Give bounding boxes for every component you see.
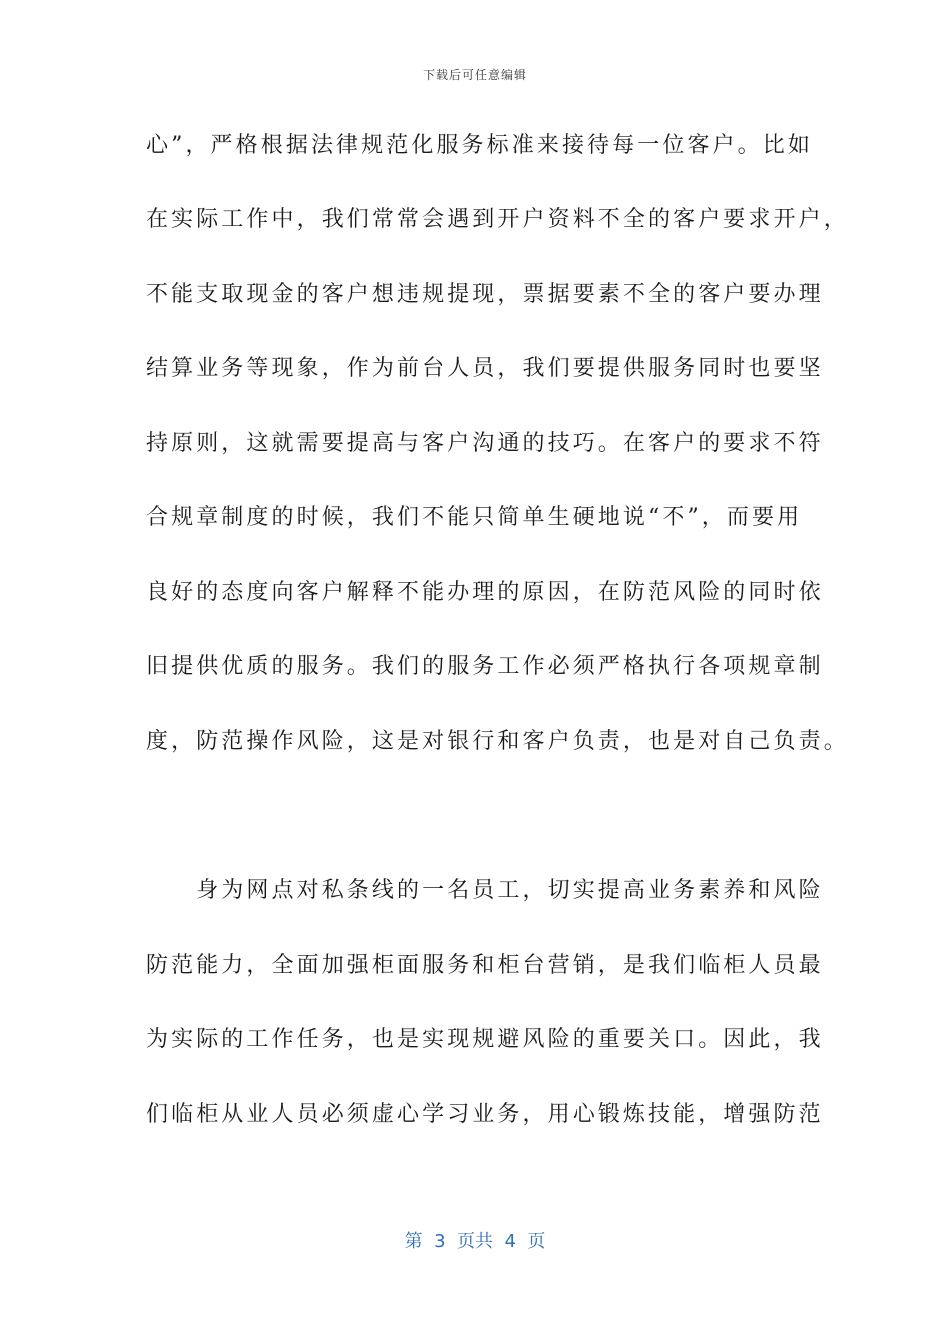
paragraph-1-line-8: 旧提供优质的服务。我们的服务工作必须严格执行各项规章制 xyxy=(146,654,824,679)
paragraph-1-line-7: 良好的态度向客户解释不能办理的原因，在防范风险的同时依 xyxy=(146,580,824,605)
paragraph-2-line-4: 们临柜从业人员必须虚心学习业务，用心锻炼技能，增强防范 xyxy=(146,1102,824,1127)
page-number-footer: 第 3 页共 4 页 xyxy=(404,1231,546,1252)
paragraph-2-line-3: 为实际的工作任务，也是实现规避风险的重要关口。因此，我 xyxy=(146,1027,824,1052)
paragraph-1-line-3: 不能支取现金的客户想违规提现，票据要素不全的客户要办理 xyxy=(146,282,824,307)
paragraph-1-line-9: 度，防范操作风险，这是对银行和客户负责，也是对自己负责。 xyxy=(146,729,849,754)
paragraph-1-line-5: 持原则，这就需要提高与客户沟通的技巧。在客户的要求不符 xyxy=(146,431,824,456)
paragraph-2-line-1: 身为网点对私条线的一名员工，切实提高业务素养和风险 xyxy=(146,878,824,903)
paragraph-1-line-1: 心”，严格根据法律规范化服务标准来接待每一位客户。比如 xyxy=(146,133,813,158)
paragraph-2-line-2: 防范能力，全面加强柜面服务和柜台营销，是我们临柜人员最 xyxy=(146,953,824,978)
paragraph-1-line-4: 结算业务等现象，作为前台人员，我们要提供服务同时也要坚 xyxy=(146,356,824,381)
paragraph-1-line-2: 在实际工作中，我们常常会遇到开户资料不全的客户要求开户， xyxy=(146,207,849,232)
page-header-note: 下载后可任意编辑 xyxy=(422,68,527,82)
paragraph-1-line-6: 合规章制度的时候，我们不能只简单生硬地说“不”，而要用 xyxy=(146,505,803,530)
